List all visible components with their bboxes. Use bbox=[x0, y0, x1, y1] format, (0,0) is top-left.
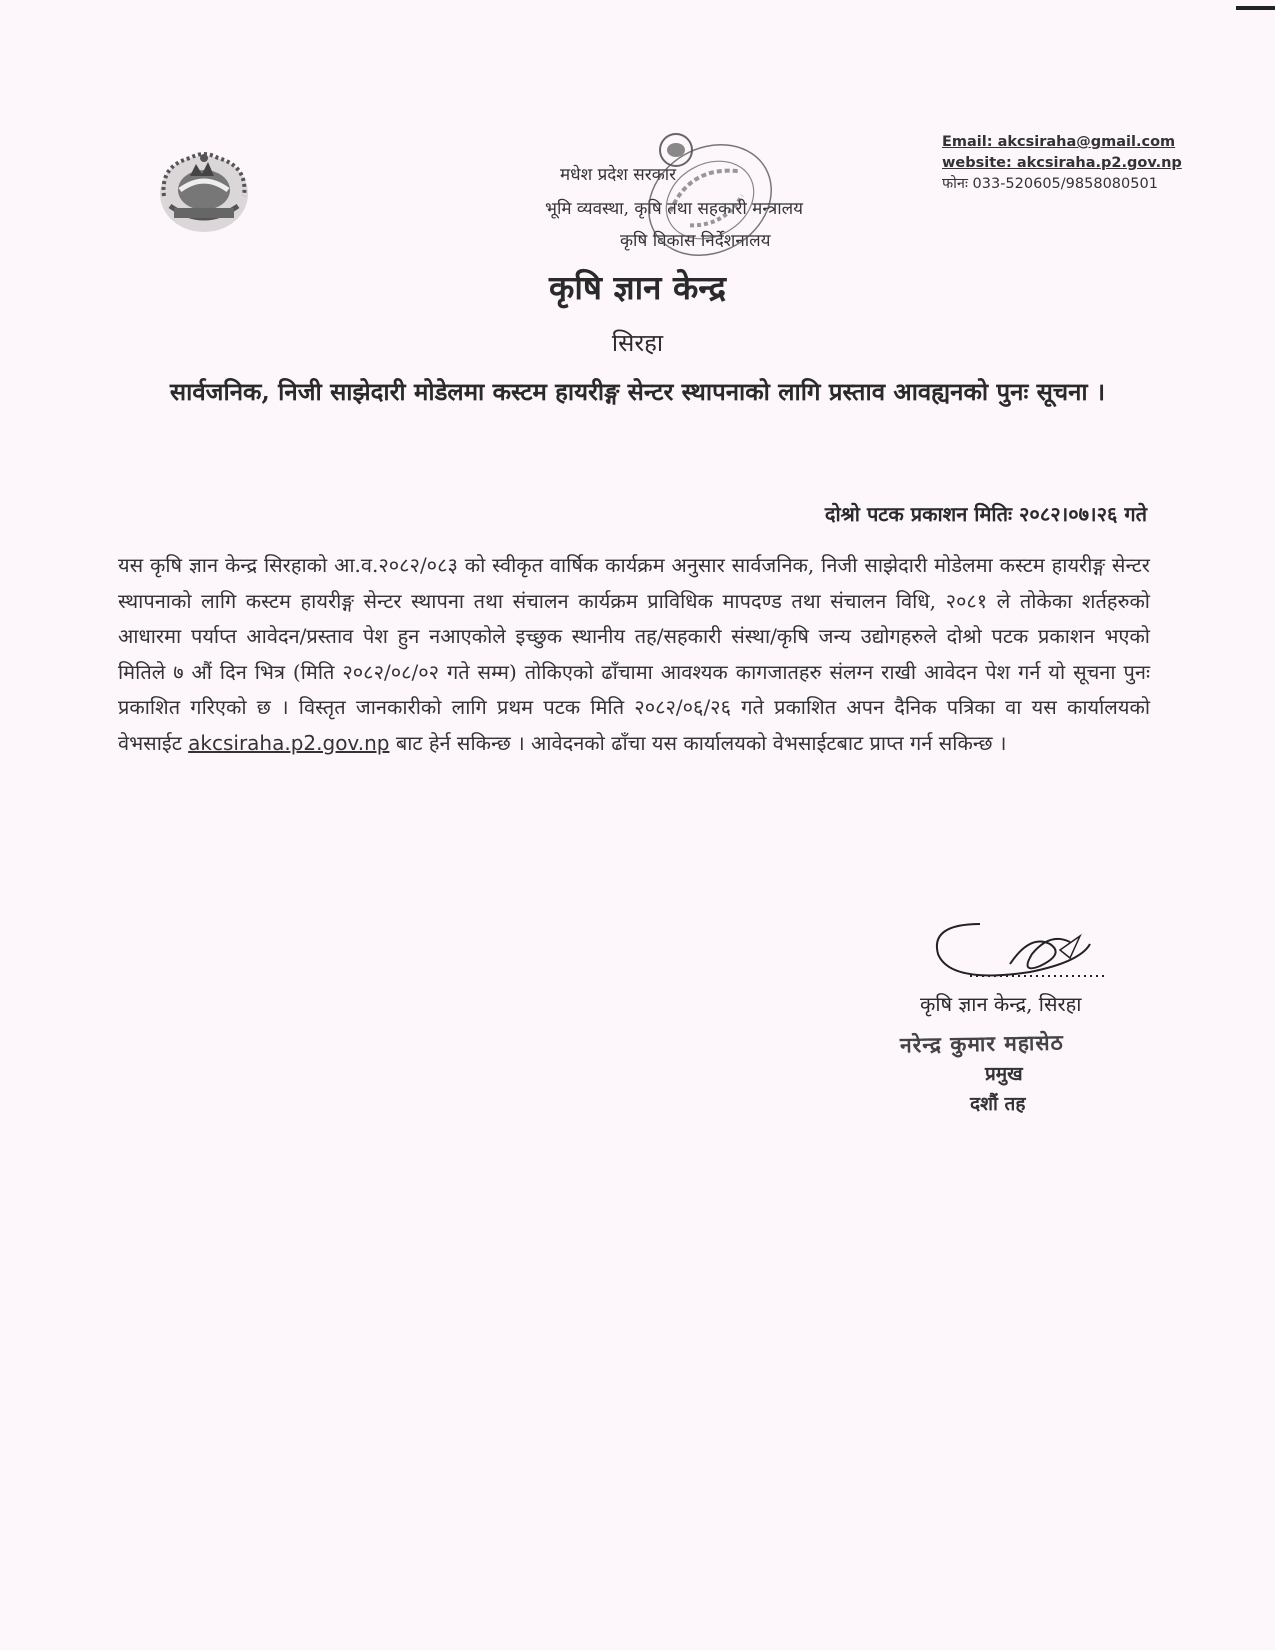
signatory-office: कृषि ज्ञान केन्द्र, सिरहा bbox=[920, 992, 1082, 1016]
publication-date: दोश्रो पटक प्रकाशन मितिः २०८२।०७।२६ गते bbox=[824, 502, 1147, 526]
signatory-grade: दशौं तह bbox=[970, 1093, 1026, 1115]
contact-website[interactable]: website: akcsiraha.p2.gov.np bbox=[942, 155, 1182, 171]
contact-email[interactable]: Email: akcsiraha@gmail.com bbox=[942, 134, 1176, 150]
signatory-title: प्रमुख bbox=[985, 1063, 1023, 1085]
office-stamp-icon bbox=[640, 120, 780, 280]
contact-phone: फोनः 033-520605/9858080501 bbox=[942, 176, 1158, 192]
body-part-2: बाट हेर्न सकिन्छ । आवेदनको ढाँचा यस कार्यालयको वेभसाईटबाट प्राप्त गर्न सकिन्छ । bbox=[395, 730, 1007, 755]
website-link[interactable]: akcsiraha.p2.gov.np bbox=[188, 730, 390, 755]
body-part-1: यस कृषि ज्ञान केन्द्र सिरहाको आ.व.२०८२/०८३ को स्वीकृत वार्षिक कार्यक्रम अनुसार सार्वजनिक, निजी साझेदारी मोडेलमा कस्टम हायरीङ्ग सेन्टर स्थापनाको लागि कस्टम हायरीङ्ग सेन्टर स्थापना तथा संचालन कार्यक्रम प्राविधिक मापदण्ड तथा संचालन विधि, २०८१ ले तोकेका शर्तहरुको आधारमा पर्याप्त आवेदन/प्रस्ताव पेश हुन नआएकोले इच्छुक स्थानीय तह/सहकारी संस्था/कृषि जन्य उद्योगहरुले दोश्रो पटक प्रकाशन भएको मितिले ७ औं दिन भित्र (मिति २०८२/०८/०२ गते सम्म) तोकिएको ढाँचामा आवश्यक कागजातहरु संलग्न राखी आवेदन पेश गर्न यो सूचना पुनः प्रकाशित गरिएको छ । विस्तृत जानकारीको लागि प्रथम पटक मिति २०८२/०६/२६ गते प्रकाशित अपन दैनिक पत्रिका वा यस कार्यालयको वेभसाईट bbox=[118, 553, 1150, 755]
contact-block bbox=[942, 132, 1182, 195]
signatory-name: नरेन्द्र कुमार महासेठ bbox=[899, 1030, 1064, 1058]
letterhead-directorate: कृषि विकास निर्देशनालय bbox=[620, 231, 771, 251]
notice-body bbox=[118, 548, 1150, 761]
notice-subject: सार्वजनिक, निजी साझेदारी मोडेलमा कस्टम हायरीङ्ग सेन्टर स्थापनाको लागि प्रस्ताव आवह्यनको पुनः सूचना । bbox=[169, 377, 1106, 406]
nepal-emblem-icon bbox=[150, 146, 258, 236]
letterhead-ministry: भूमि व्यवस्था, कृषि तथा सहकारी मन्त्रालय bbox=[545, 199, 804, 219]
district-name: सिरहा bbox=[611, 329, 664, 357]
scan-edge-mark bbox=[1236, 6, 1275, 10]
letterhead-government: मधेश प्रदेश सरकार bbox=[560, 165, 677, 185]
office-title: कृषि ज्ञान केन्द्र bbox=[548, 268, 727, 307]
